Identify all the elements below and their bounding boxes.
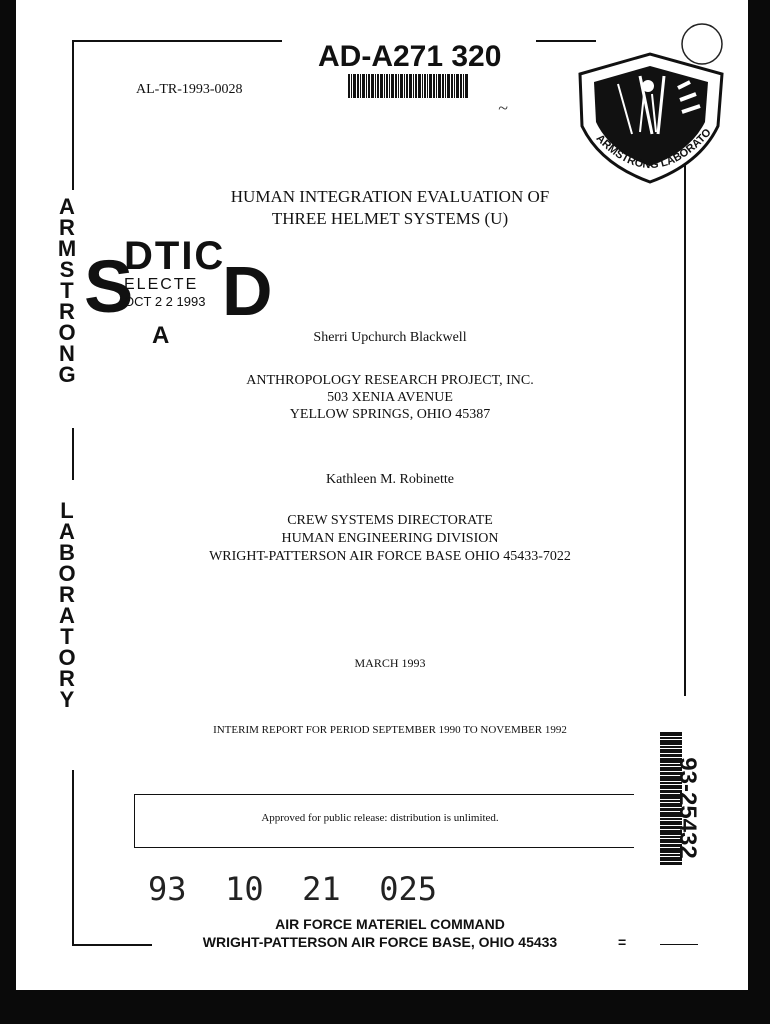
side-label-letter: O <box>58 561 76 586</box>
distribution-rule-bottom <box>134 847 634 848</box>
distribution-rule-top <box>134 794 634 795</box>
scan-edge-left <box>0 0 16 1024</box>
side-label-armstrong <box>56 196 78 385</box>
author-1-name: Sherri Upchurch Blackwell <box>313 330 467 345</box>
author-1-org: ANTHROPOLOGY RESEARCH PROJECT, INC. <box>246 373 534 388</box>
dtic-a-letter: A <box>152 322 170 349</box>
armstrong-laboratory-emblem <box>560 14 740 194</box>
side-label-letter: A <box>59 519 75 544</box>
side-label-letter: B <box>59 540 75 565</box>
handwritten-mark: ~ <box>498 98 508 118</box>
side-label-letter: Y <box>59 687 75 712</box>
dtic-electe: ELECTE <box>124 276 199 293</box>
author-1-city: YELLOW SPRINGS, OHIO 45387 <box>289 407 491 422</box>
author-2-affiliation <box>120 512 660 566</box>
dtic-s-letter: S <box>84 245 134 328</box>
side-label-letter: O <box>58 645 76 670</box>
side-label-laboratory <box>56 500 78 710</box>
frame-right <box>684 150 686 696</box>
scan-edge-right <box>748 0 770 1024</box>
side-label-letter: O <box>58 320 76 345</box>
side-label-letter: L <box>60 498 74 523</box>
side-label-letter: R <box>59 215 75 240</box>
report-date: MARCH 1993 <box>354 656 426 670</box>
side-label-letter: M <box>57 236 77 261</box>
side-label-letter: R <box>59 299 75 324</box>
frame-left-bottom <box>72 770 74 946</box>
frame-bottom <box>72 944 152 946</box>
side-label-letter: T <box>60 278 74 303</box>
document-title <box>170 186 610 230</box>
footer-command: AIR FORCE MATERIEL COMMAND <box>275 916 505 932</box>
author-1-affiliation <box>150 372 630 423</box>
author-1-address: 503 XENIA AVENUE <box>327 390 453 405</box>
distribution-statement: Approved for public release: distribution is unlimited. <box>261 812 499 824</box>
side-label-letter: N <box>59 341 75 366</box>
title-line-1: HUMAN INTEGRATION EVALUATION OF <box>230 187 550 206</box>
frame-left-mid <box>72 428 74 480</box>
frame-left-top <box>72 40 74 190</box>
side-label-letter: G <box>58 362 76 387</box>
author-2-org2: HUMAN ENGINEERING DIVISION <box>281 531 499 546</box>
shield-emblem-icon <box>560 14 740 194</box>
svg-text:ARMSTRONG LABORATORY: ARMSTRONG LABORATO <box>593 126 714 172</box>
side-label-letter: R <box>59 666 75 691</box>
scan-edge-bottom <box>0 990 770 1024</box>
side-label-letter: A <box>59 603 75 628</box>
side-label-letter: S <box>59 257 75 282</box>
title-line-2: THREE HELMET SYSTEMS (U) <box>271 209 509 228</box>
author-2-name: Kathleen M. Robinette <box>326 472 454 487</box>
side-label-letter: A <box>59 194 75 219</box>
accession-number: 93-25432 <box>674 757 701 859</box>
ad-number: AD-A271 320 <box>318 40 502 73</box>
footer-equals-mark: = <box>618 934 627 950</box>
report-number: AL-TR-1993-0028 <box>136 82 243 97</box>
footer-rule-right <box>660 944 698 945</box>
ad-barcode <box>348 74 468 98</box>
dtic-d-letter: D <box>222 252 273 330</box>
report-period: INTERIM REPORT FOR PERIOD SEPTEMBER 1990 TO NOVEMBER 1992 <box>213 724 567 736</box>
author-2-address: WRIGHT-PATTERSON AIR FORCE BASE OHIO 45433-7022 <box>209 549 571 564</box>
frame-top-left <box>72 40 282 42</box>
side-label-letter: R <box>59 582 75 607</box>
stamp-number: 93 10 21 025 <box>148 870 437 908</box>
distribution-rule-left <box>134 794 135 848</box>
footer-base: WRIGHT-PATTERSON AIR FORCE BASE, OHIO 45433 <box>202 934 558 950</box>
side-label-letter: T <box>60 624 74 649</box>
dtic-title: DTIC <box>124 234 226 278</box>
dtic-date: OCT 2 2 1993 <box>124 294 206 309</box>
author-2-org1: CREW SYSTEMS DIRECTORATE <box>287 513 493 528</box>
